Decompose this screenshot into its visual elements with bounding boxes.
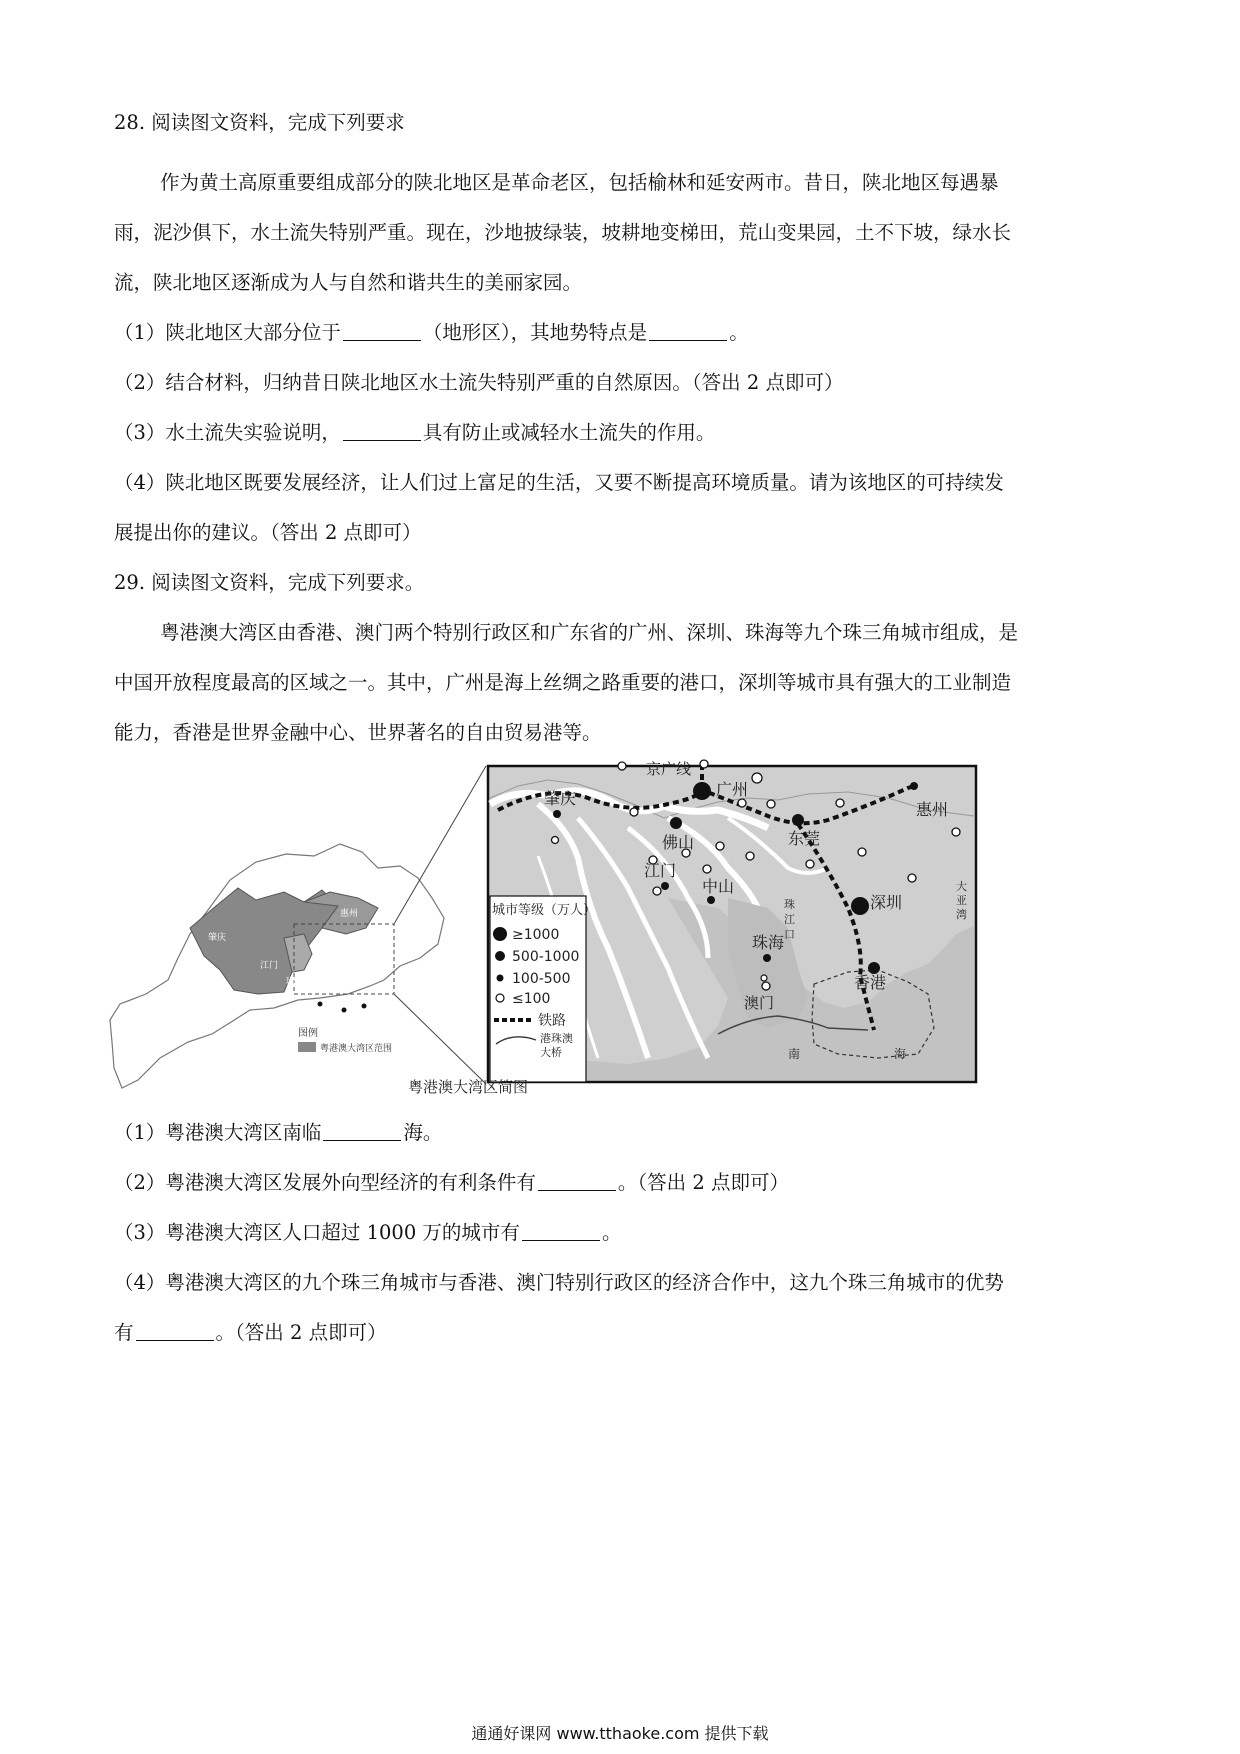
- sea-label-1: 南: [788, 1047, 801, 1061]
- city-label-macao: 澳门: [744, 994, 775, 1012]
- sea-label-2: 海: [894, 1047, 907, 1061]
- q29-sub4-text-a: 有: [114, 1321, 134, 1344]
- city-dot-zhaoqing: [553, 810, 561, 818]
- city-label-jiangmen: 江门: [644, 861, 677, 880]
- q28-title: 28. 阅读图文资料，完成下列要求: [114, 111, 405, 134]
- q29-sub4-line-2: [114, 1318, 387, 1348]
- legend-bridge-2: 大桥: [540, 1046, 562, 1059]
- city-dot-zhongshan: [707, 896, 715, 904]
- q29-sub2: [114, 1168, 789, 1198]
- city-label-dongguan: 东莞: [788, 829, 821, 848]
- bay-area-map-svg: [108, 758, 978, 1098]
- q29-title: 29. 阅读图文资料，完成下列要求。: [114, 571, 425, 594]
- city-dot-jiangmen: [661, 882, 669, 890]
- answer-blank[interactable]: [343, 320, 421, 341]
- city-label-zhuhai: 珠海: [752, 933, 785, 952]
- small-label-huizhou: 惠州: [340, 909, 359, 919]
- q28-sub4-line-1: （4）陕北地区既要发展经济，让人们过上富足的生活，又要不断提高环境质量。请为该地区的可持续发: [114, 471, 1004, 494]
- q29-paragraph-line-3: 能力，香港是世界金融中心、世界著名的自由贸易港等。: [114, 721, 602, 744]
- legend-title: 城市等级（万人）: [492, 903, 597, 918]
- q28-sub3-text-b: 具有防止或减轻水土流失的作用。: [422, 421, 716, 444]
- q28-sub4-line-2: 展提出你的建议。（答出 2 点即可）: [114, 521, 422, 544]
- q29-sub1: [114, 1118, 442, 1148]
- city-dot-foshan: [670, 817, 682, 829]
- legend-railway: 铁路: [538, 1013, 566, 1029]
- q28-paragraph-line-3: 流，陕北地区逐渐成为人与自然和谐共生的美丽家园。: [114, 271, 583, 294]
- q29-sub1-text-a: （1）粤港澳大湾区南临: [114, 1121, 322, 1144]
- q28-sub1: [114, 318, 749, 348]
- legend-item-3: 100-500: [512, 971, 571, 987]
- answer-blank[interactable]: [538, 1170, 616, 1191]
- estuary-label-3: 口: [784, 928, 795, 941]
- q29-sub3-text-a: （3）粤港澳大湾区人口超过 1000 万的城市有: [114, 1221, 520, 1244]
- bay-area-map: [108, 758, 978, 1098]
- map-caption: 粤港澳大湾区简图: [408, 1078, 529, 1096]
- railway-label-jingguang: 京广线: [646, 760, 692, 778]
- q29-paragraph-line-2: 中国开放程度最高的区域之一。其中，广州是海上丝绸之路重要的港口，深圳等城市具有强大的工业制造: [114, 671, 1012, 694]
- estuary-label-1: 珠: [784, 898, 795, 911]
- q29-sub1-text-b: 海。: [403, 1121, 443, 1144]
- city-dot-guangzhou: [693, 782, 711, 800]
- q29-paragraph-line-1: 粤港澳大湾区由香港、澳门两个特别行政区和广东省的广州、深圳、珠海等九个珠三角城市组成，是: [160, 621, 1019, 644]
- city-dot-shenzhen: [851, 897, 869, 915]
- city-dot-huizhou: [910, 782, 918, 790]
- city-label-guangzhou: 广州: [716, 780, 749, 799]
- map-legend: [490, 896, 596, 1082]
- answer-blank[interactable]: [136, 1320, 214, 1341]
- city-label-huizhou: 惠州: [916, 800, 949, 819]
- small-label-zhaoqing: 肇庆: [208, 933, 227, 943]
- legend-item-4: ≤100: [512, 991, 551, 1007]
- q28-paragraph-line-2: 雨，泥沙俱下，水土流失特别严重。现在，沙地披绿装，坡耕地变梯田，荒山变果园，土不下坡，绿水长: [114, 221, 1012, 244]
- q29-sub3-text-b: 。: [601, 1221, 622, 1244]
- estuary-label-2: 江: [784, 913, 795, 926]
- page-footer: 通通好课网 www.tthaoke.com 提供下载: [471, 1724, 769, 1743]
- legend-bridge-1: 港珠澳: [540, 1032, 573, 1045]
- q29-sub2-text-a: （2）粤港澳大湾区发展外向型经济的有利条件有: [114, 1171, 536, 1194]
- small-legend-swatch: [298, 1042, 316, 1052]
- legend-item-1: ≥1000: [512, 927, 560, 943]
- q28-sub2: （2）结合材料，归纳昔日陕北地区水土流失特别严重的自然原因。（答出 2 点即可）: [114, 371, 844, 394]
- q28-paragraph-line-1: 作为黄土高原重要组成部分的陕北地区是革命老区，包括榆林和延安两市。昔日，陕北地区每遇暴: [160, 171, 999, 194]
- answer-blank[interactable]: [522, 1220, 600, 1241]
- city-dot-macao: [761, 975, 767, 981]
- bay-label-2: 亚: [956, 894, 967, 907]
- q29-sub4-text-c: 。（答出 2 点即可）: [215, 1321, 387, 1344]
- small-label-dongguan: 东莞: [318, 941, 337, 951]
- city-dot-dongguan: [792, 814, 804, 826]
- q29-sub4-line-1: （4）粤港澳大湾区的九个珠三角城市与香港、澳门特别行政区的经济合作中，这九个珠三角城市的优势: [114, 1271, 1004, 1294]
- q28-sub3-text-a: （3）水土流失实验说明，: [114, 421, 341, 444]
- q29-sub3: [114, 1218, 621, 1248]
- q28-sub1-text-a: （1）陕北地区大部分位于: [114, 321, 341, 344]
- city-label-hongkong: 香港: [854, 973, 887, 992]
- answer-blank[interactable]: [343, 420, 421, 441]
- small-legend-title: 图例: [298, 1028, 318, 1039]
- city-label-shenzhen: 深圳: [870, 893, 903, 912]
- answer-blank[interactable]: [323, 1120, 401, 1141]
- small-label-zhuhai: 珠海: [286, 977, 305, 987]
- q28-sub1-text-c: 。: [729, 321, 749, 344]
- city-label-zhaoqing: 肇庆: [544, 789, 577, 808]
- small-legend-item: 粤港澳大湾区范围: [320, 1044, 393, 1054]
- guangdong-small-map: [110, 766, 486, 1088]
- city-dot-zhuhai: [763, 954, 771, 962]
- bay-label-1: 大: [956, 880, 967, 893]
- q28-sub1-text-b: （地形区），其地势特点是: [422, 321, 648, 344]
- detail-map: [488, 760, 976, 1082]
- q29-sub2-text-b: 。（答出 2 点即可）: [617, 1171, 789, 1194]
- city-label-foshan: 佛山: [662, 833, 695, 852]
- city-label-zhongshan: 中山: [702, 877, 735, 896]
- legend-item-2: 500-1000: [512, 949, 580, 965]
- small-label-jiangmen: 江门: [260, 961, 279, 971]
- q28-sub3: [114, 418, 715, 448]
- bay-label-3: 湾: [956, 908, 967, 921]
- answer-blank[interactable]: [649, 320, 727, 341]
